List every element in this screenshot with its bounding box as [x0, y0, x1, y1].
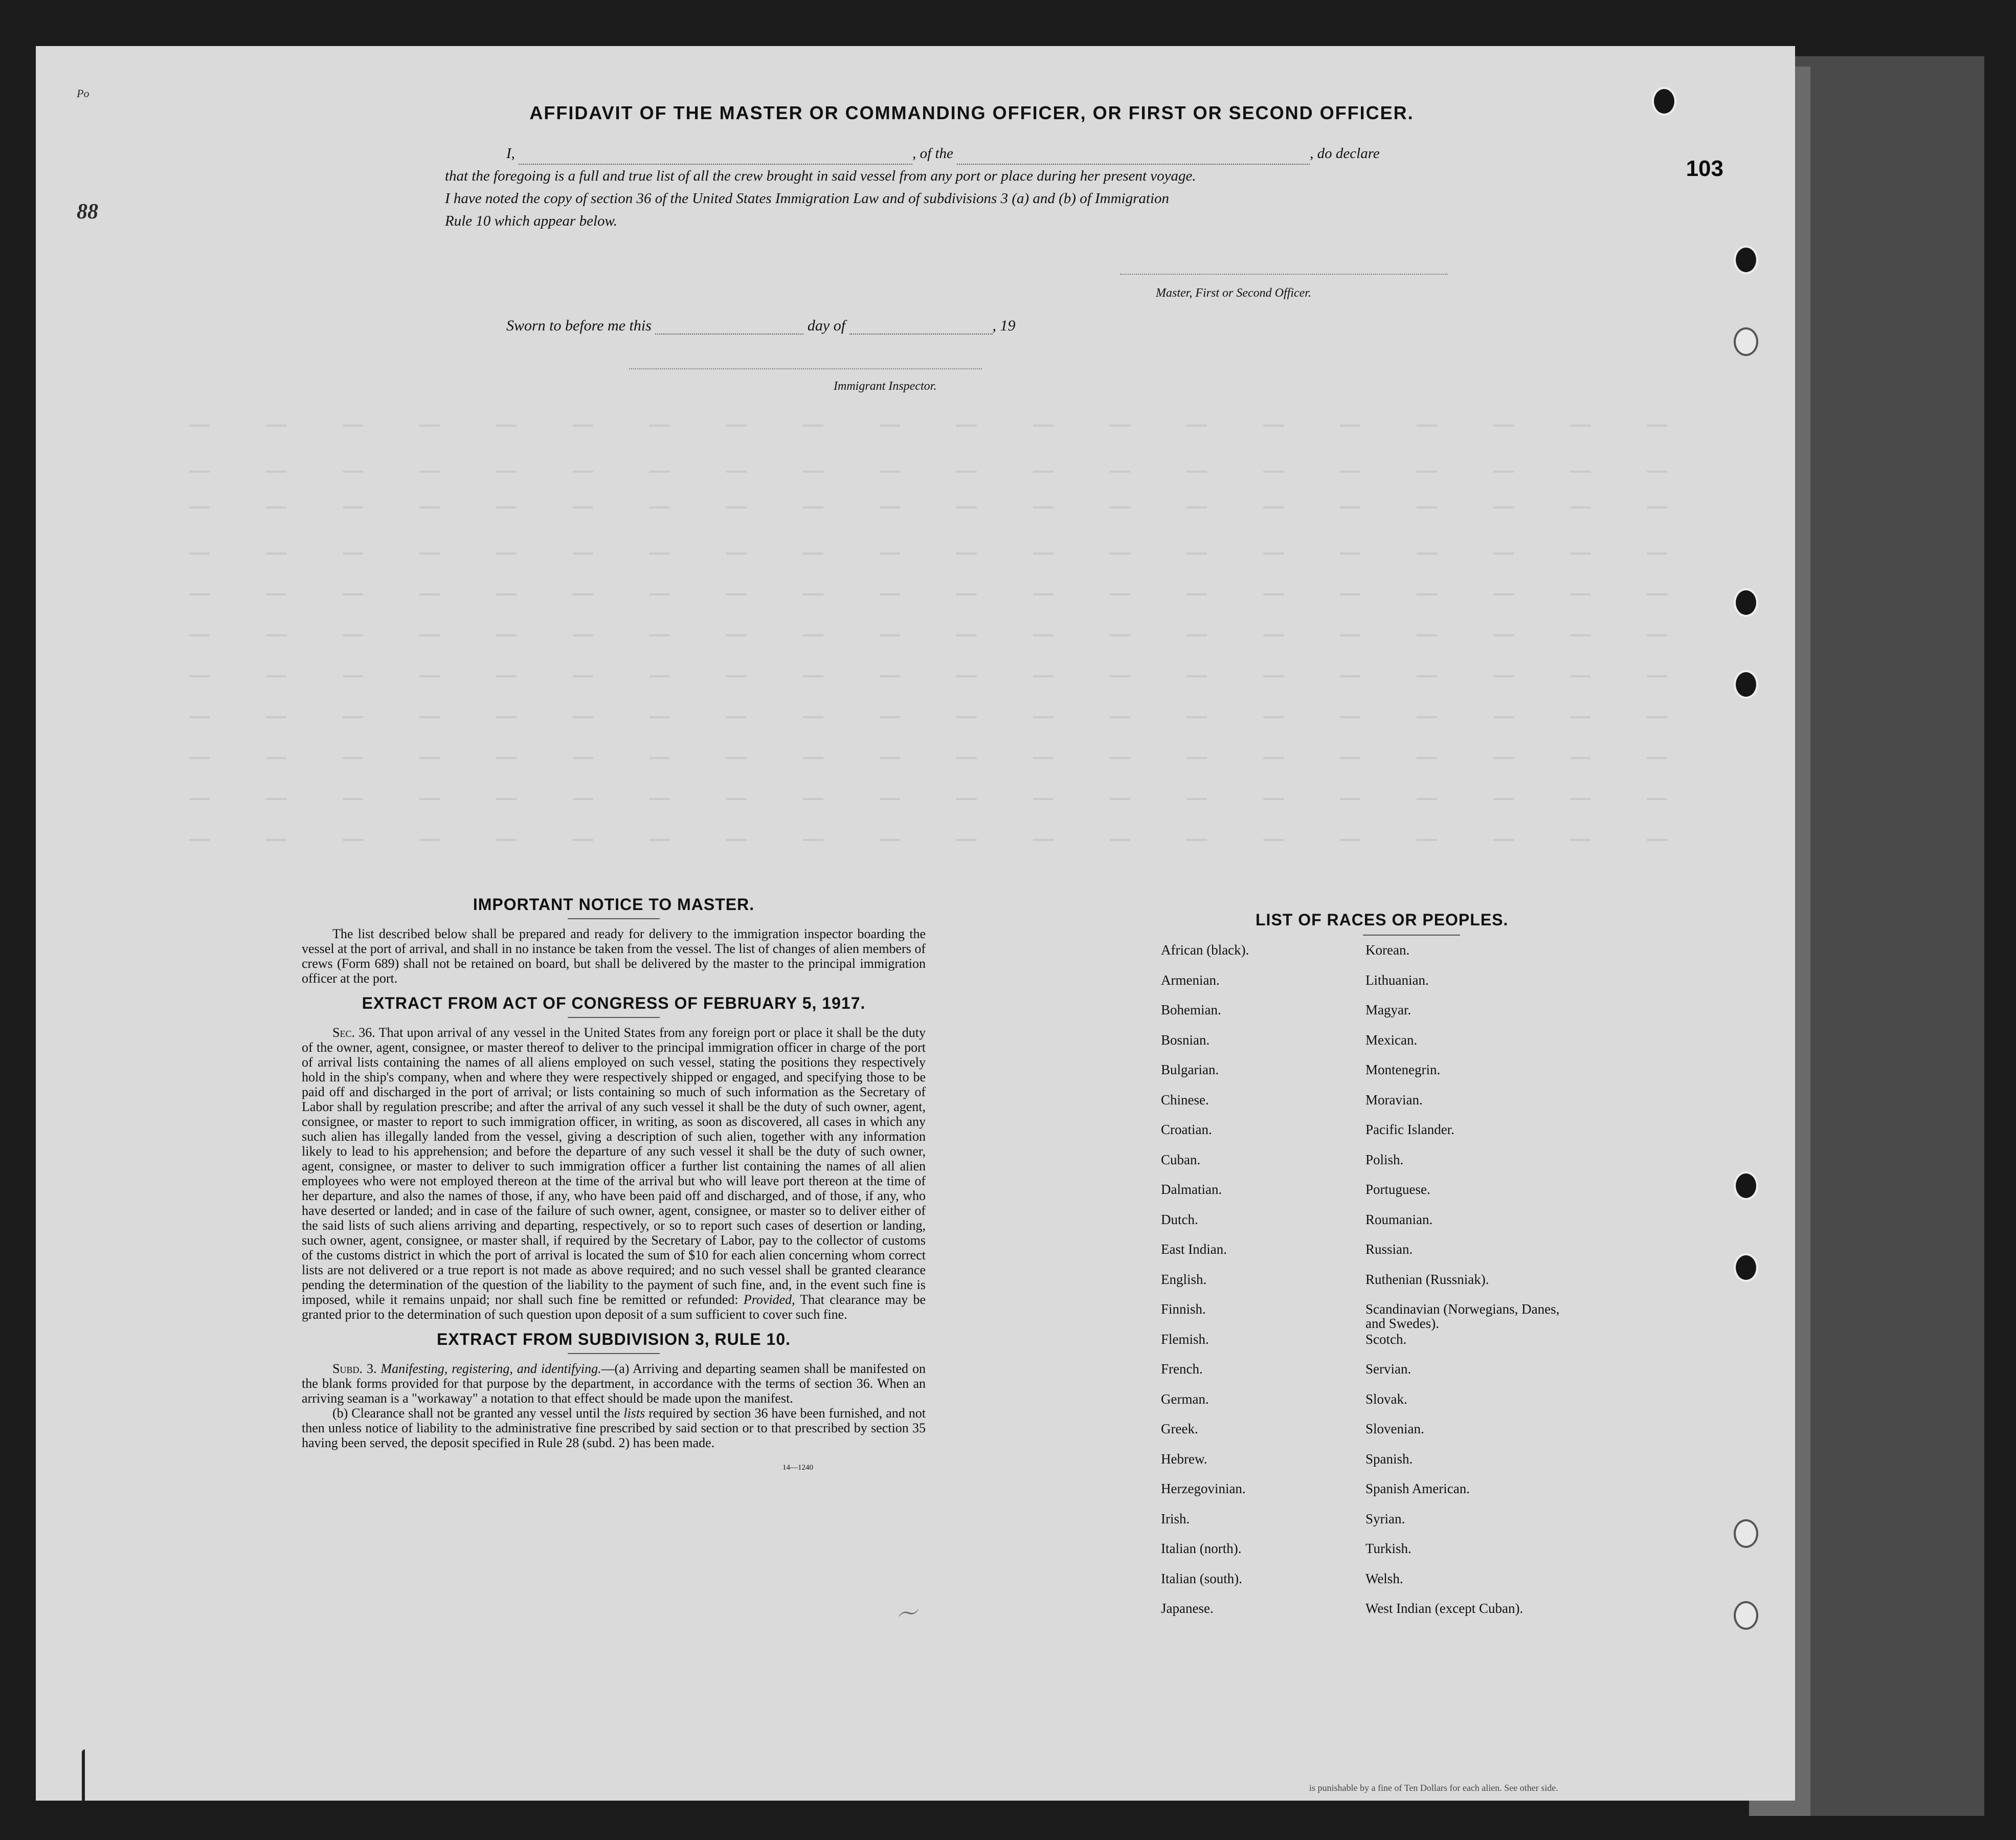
bleed-through-row — [189, 634, 1672, 636]
vessel-blank — [957, 149, 1310, 165]
subd-title: Manifesting, registering, and identifying. — [380, 1361, 601, 1376]
race-item: French. — [1161, 1361, 1203, 1377]
margin-number: 88 — [77, 200, 98, 224]
affidavit-title: AFFIDAVIT OF THE MASTER OR COMMANDING OFFICER, OR FIRST OR SECOND OFFICER. — [529, 102, 1414, 123]
race-item: Chinese. — [1161, 1092, 1209, 1107]
pen-stroke — [82, 1749, 85, 1801]
affidavit-of-the: , of the — [912, 145, 953, 162]
race-item: Polish. — [1365, 1151, 1404, 1167]
rule-text-b — [302, 1406, 926, 1450]
punch-hole — [1734, 327, 1758, 356]
race-item: Armenian. — [1161, 972, 1220, 988]
race-item: Ruthenian (Russniak). — [1365, 1271, 1489, 1287]
notice-body: The list described below shall be prepared and ready for delivery to the immigration inspector boarding the vessel at the port of arrival, and shall in no instance be taken from the vessel. The list of changes of alien members of crews (Form 689) shall not be retained on board, but shall be delivered by the master to the principal immigration officer at the port. — [302, 926, 926, 986]
race-item: Russian. — [1365, 1242, 1413, 1257]
footer-note: is punishable by a fine of Ten Dollars for each alien. See other side. — [1309, 1783, 1558, 1793]
race-item: Mexican. — [1365, 1032, 1418, 1048]
bleed-through-row — [189, 425, 1672, 427]
race-item: Syrian. — [1365, 1511, 1405, 1526]
subd-body-b2: required by section 36 have been furnished, and not then unless notice of liability to the administrative fine prescribed by said section or to that prescribed by section 35 having been served, the deposit specified in Rule 28 (subd. 2) has been made. — [302, 1406, 926, 1450]
bleed-through-row — [189, 506, 1672, 508]
race-item: Turkish. — [1365, 1541, 1412, 1556]
punch-hole — [1734, 246, 1758, 274]
year-prefix: , 19 — [992, 317, 1016, 334]
bleed-through-row — [189, 757, 1672, 759]
sworn-line — [506, 317, 1016, 335]
proviso-label: Provided, — [743, 1292, 795, 1307]
race-item: Montenegrin. — [1365, 1062, 1441, 1077]
race-item: West Indian (except Cuban). — [1365, 1601, 1524, 1616]
rule-text-a — [302, 1361, 926, 1406]
act-heading: EXTRACT FROM ACT OF CONGRESS OF FEBRUARY 5, 1917. — [362, 994, 866, 1012]
heading-rule — [568, 1353, 660, 1354]
proviso-text: That clearance may be granted prior to the determination of such question upon deposit of a sum sufficient to cover such fine. — [302, 1292, 926, 1322]
race-item: Roumanian. — [1365, 1211, 1433, 1227]
faint-handwriting: 〜 — [892, 1600, 921, 1630]
race-item: Portuguese. — [1365, 1182, 1430, 1197]
race-item: Moravian. — [1365, 1092, 1423, 1107]
section-label: Sec. 36. — [332, 1025, 375, 1040]
master-signature-line — [1120, 274, 1447, 275]
master-signature-caption: Master, First or Second Officer. — [1156, 286, 1311, 300]
bleed-through-row — [189, 839, 1672, 841]
race-item: Dalmatian. — [1161, 1182, 1222, 1197]
act-text — [302, 1025, 926, 1322]
bleed-through-row — [189, 675, 1672, 677]
rule-heading: EXTRACT FROM SUBDIVISION 3, RULE 10. — [436, 1330, 791, 1348]
race-item: Hebrew. — [1161, 1451, 1207, 1467]
notice-text — [302, 926, 926, 986]
inspector-signature-line — [629, 368, 982, 369]
punch-hole — [1734, 1601, 1758, 1630]
affidavit-line-4: Rule 10 which appear below. — [445, 213, 617, 229]
sworn-text: Sworn to before me this — [506, 317, 652, 334]
month-blank — [849, 319, 993, 335]
race-item: Magyar. — [1365, 1002, 1412, 1017]
race-item: Korean. — [1365, 942, 1410, 958]
name-blank — [519, 149, 912, 165]
affidavit-i: I, — [506, 145, 515, 162]
race-item: Bohemian. — [1161, 1002, 1221, 1017]
race-item: English. — [1161, 1271, 1207, 1287]
race-item: Pacific Islander. — [1365, 1122, 1454, 1137]
affidavit-line-3: I have noted the copy of section 36 of the United States Immigration Law and of subdivisions 3 (a) and (b) of Immigration — [445, 190, 1170, 207]
punch-hole — [1734, 1519, 1758, 1548]
race-item: Irish. — [1161, 1511, 1190, 1526]
affidavit-line-2: that the foregoing is a full and true list of all the crew brought in said vessel from any port or place during her present voyage. — [445, 168, 1196, 184]
page-number: 103 — [1686, 156, 1723, 181]
race-item: Servian. — [1365, 1361, 1412, 1377]
bleed-through-row — [189, 716, 1672, 718]
subd-lists-word: lists — [623, 1406, 645, 1421]
race-item: Lithuanian. — [1365, 972, 1429, 988]
races-heading: LIST OF RACES OR PEOPLES. — [1256, 911, 1509, 929]
race-item: Flemish. — [1161, 1331, 1209, 1347]
subd-label: Subd. 3. — [332, 1361, 377, 1376]
heading-rule — [1363, 935, 1460, 936]
race-item: Greek. — [1161, 1421, 1198, 1436]
bleed-through-row — [189, 552, 1672, 555]
race-item: African (black). — [1161, 942, 1249, 958]
races-list — [1151, 943, 1713, 1638]
race-item: Welsh. — [1365, 1570, 1403, 1586]
bleed-through-row — [189, 593, 1672, 595]
punch-hole — [1652, 87, 1676, 116]
race-item: Slovenian. — [1365, 1421, 1424, 1436]
race-item: Italian (north). — [1161, 1541, 1242, 1556]
bleed-through-row — [189, 471, 1672, 473]
notice-column — [302, 895, 926, 1472]
race-item: East Indian. — [1161, 1242, 1227, 1257]
day-of-text: day of — [807, 317, 846, 334]
race-item: German. — [1161, 1391, 1209, 1407]
notice-heading: IMPORTANT NOTICE TO MASTER. — [473, 895, 755, 914]
race-item: Bulgarian. — [1161, 1062, 1219, 1077]
race-item: Finnish. — [1161, 1301, 1206, 1317]
subd-body-a: —(a) Arriving and departing seamen shall be manifested on the blank forms provided for that purpose by the department, in accordance with the terms of section 36. When an arriving seaman is a "workaway" a notation to that effect should be made upon the manifest. — [302, 1361, 926, 1406]
race-item: Herzegovinian. — [1161, 1481, 1246, 1496]
race-item: Croatian. — [1161, 1122, 1212, 1137]
punch-hole — [1734, 670, 1758, 699]
form-number: 14—1240 — [782, 1464, 813, 1472]
document-page — [36, 46, 1795, 1801]
race-item: Dutch. — [1161, 1211, 1198, 1227]
affidavit-line-1 — [445, 142, 1498, 165]
act-body: That upon arrival of any vessel in the United States from any foreign port or place it shall be the duty of the owner, agent, consignee, or master thereof to deliver to the principal immigration officer in charge of the port of arrival lists containing the names of all aliens employed on such vessel, stating the positions they respectively hold in the ship's company, when and where they were respectively shipped or engaged, and specifying those to be paid off and discharged in the port of arrival; or lists containing so much of such information as the Secretary of Labor shall by regulation prescribe; and after the arrival of any such vessel it shall be the duty of such owner, agent, consignee, or master to report to such immigration officer, in writing, as soon as discovered, all cases in which any such alien has illegally landed from the vessel, giving a description of such alien, together with any information likely to lead to his apprehension; and before the departure of any such vessel it shall be the duty of such owner, agent, consignee, or master to deliver to such immigration officer a further list containing the names of all alien employees who were not employed thereon at the time of the arrival but who will leave port thereon at the time of her departure, and also the names of those, if any, who have been paid off and discharged, and of those, if any, who have deserted or landed; and in case of the failure of such owner, agent, consignee, or master so to deliver either of the said lists of such aliens arriving and departing, respectively, or so to report such cases of desertion or landing, such owner, agent, consignee, or master shall, if required by the Secretary of Labor, pay to the collector of customs of the customs district in which the port of arrival is located the sum of $10 for each alien concerning whom correct lists are not delivered or a true report is not made as above required; and no such vessel shall be granted clearance pending the determination of the question of the liability to the payment of such fine, and, in the event such fine is imposed, while it remains unpaid; nor shall such fine be remitted or refunded: — [302, 1025, 926, 1307]
race-item: Japanese. — [1161, 1601, 1214, 1616]
bleed-through-row — [189, 798, 1672, 800]
affidavit-section — [445, 102, 1498, 232]
corner-mark: Po — [77, 87, 89, 100]
heading-rule — [568, 918, 660, 919]
race-item: Italian (south). — [1161, 1570, 1242, 1586]
subd-body-b1: (b) Clearance shall not be granted any vessel until the — [332, 1406, 620, 1421]
affidavit-declare: , do declare — [1310, 145, 1380, 162]
heading-rule — [568, 1017, 660, 1018]
race-item: Scandinavian (Norwegians, Danes, and Swedes). — [1365, 1301, 1560, 1331]
race-item: Scotch. — [1365, 1331, 1407, 1347]
race-item: Spanish. — [1365, 1451, 1413, 1467]
inspector-caption: Immigrant Inspector. — [834, 380, 937, 393]
race-item: Spanish American. — [1365, 1481, 1470, 1496]
day-blank — [655, 319, 803, 335]
race-item: Cuban. — [1161, 1151, 1201, 1167]
punch-hole — [1734, 1253, 1758, 1282]
punch-hole — [1734, 1171, 1758, 1200]
punch-hole — [1734, 588, 1758, 617]
race-item: Bosnian. — [1161, 1032, 1210, 1048]
races-column — [1151, 911, 1713, 1638]
race-item: Slovak. — [1365, 1391, 1407, 1407]
